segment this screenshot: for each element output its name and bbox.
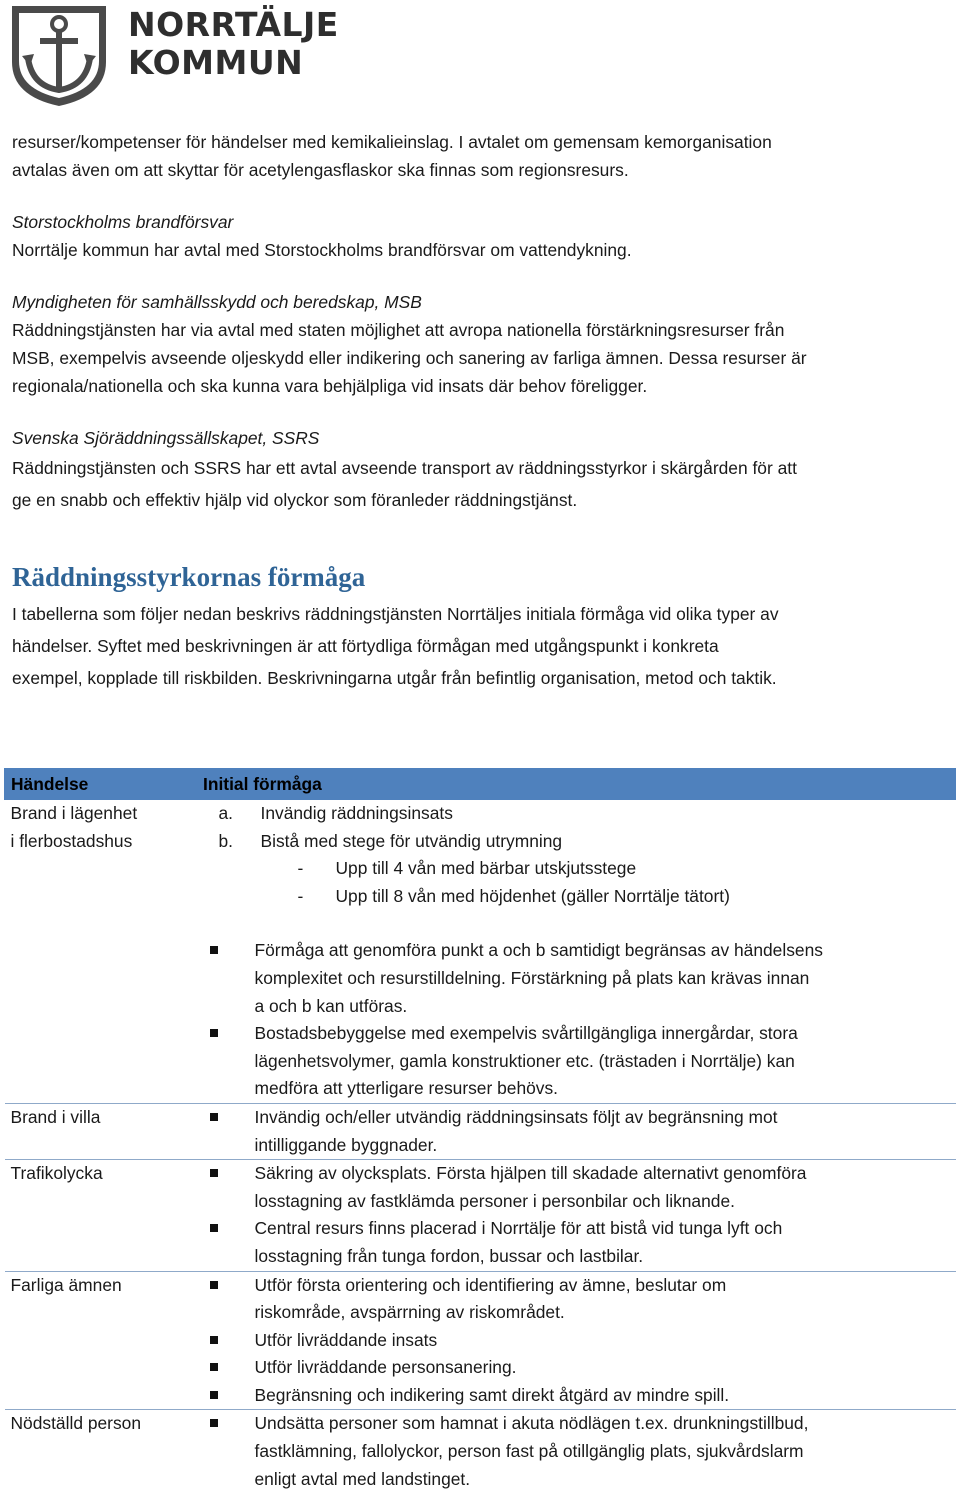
section-heading: Svenska Sjöräddningssällskapet, SSRS [12, 428, 320, 448]
event-label: i flerbostadshus [10, 830, 133, 851]
dash-marker: - [297, 858, 304, 879]
square-bullet-icon [203, 1272, 225, 1327]
capability-heading: Räddningsstyrkornas förmåga [12, 562, 366, 592]
bullet-line: komplexitet och resurstilldelning. Förstärkning på plats kan krävas innan [254, 967, 810, 988]
section-heading: Storstockholms brandförsvar [12, 212, 234, 232]
anchor-crest-icon [10, 4, 108, 108]
capability-line: händelser. Syftet med beskrivningen är att förtydliga förmågan med utgångspunkt i konkreta [12, 636, 719, 656]
capability-line: I tabellerna som följer nedan beskrivs räddningstjänsten Norrtäljes initiala förmåga vid olika typer av [12, 604, 779, 624]
bullet-item [203, 1215, 950, 1270]
bullet-line: medföra att ytterligare resurser behövs. [254, 1078, 559, 1099]
bullet-line: Bostadsbebyggelse med exempelvis svårtillgängliga innergårdar, stora [254, 1023, 798, 1044]
capability-cell [179, 1160, 956, 1271]
table-header-row [5, 769, 956, 800]
square-bullet-icon [203, 1020, 225, 1103]
section-heading: Myndigheten för samhällsskydd och beredskap, MSB [12, 292, 422, 312]
square-bullet-icon [203, 1382, 225, 1410]
square-bullet-icon [203, 1354, 225, 1382]
event-cell: Nödställd person [5, 1410, 179, 1493]
capability-paragraph [12, 598, 952, 694]
list-item [203, 828, 950, 856]
list-item [203, 800, 950, 828]
square-bullet-icon [203, 1410, 225, 1493]
list-text: Bistå med stege för utvändig utrymning [260, 830, 563, 851]
square-bullet-icon [203, 1104, 225, 1159]
bullet-item [203, 1410, 950, 1493]
list-marker: b. [218, 830, 234, 851]
bullet-line: Undsätta personer som hamnat i akuta nödlägen t.ex. drunkningstillbud, [254, 1413, 809, 1434]
table-row-person-in-distress [5, 1410, 956, 1493]
event-cell [5, 800, 179, 1104]
dash-marker: - [297, 885, 304, 906]
bullet-line: Begränsning och indikering samt direkt åtgärd av mindre spill. [254, 1384, 730, 1405]
bullet-item [203, 937, 950, 1020]
bullet-line: Utför livräddande personsanering. [254, 1357, 517, 1378]
square-bullet-icon [203, 1160, 225, 1215]
bullet-item [203, 1354, 950, 1382]
column-header-event: Händelse [5, 769, 179, 800]
table-row-apartment-fire [5, 800, 956, 1104]
bullet-line: a och b kan utföras. [254, 995, 408, 1016]
event-label: Brand i lägenhet [10, 803, 138, 823]
logo-wordmark [128, 6, 339, 82]
intro-line: avtalas även om att skyttar för acetylengasflaskor ska finnas som regionsresurs. [12, 160, 629, 180]
table-row-hazardous-materials [5, 1271, 956, 1410]
bullet-line: losstagning av fastklämda personer i personbilar och liknande. [254, 1190, 735, 1211]
capability-cell [179, 1410, 956, 1493]
bullet-line: riskområde, avspärrning av riskområdet. [254, 1302, 565, 1323]
section-line: regionala/nationella och ska kunna vara behjälpliga vid insats där behov föreligger. [12, 376, 648, 396]
bullet-line: fastklämning, fallolyckor, person fast på otillgänglig plats, sjukvårdslarm [254, 1441, 804, 1462]
bullet-line: Säkring av olycksplats. Första hjälpen till skadade alternativt genomföra [254, 1163, 807, 1184]
section-msb [12, 288, 952, 400]
bullet-item [203, 1327, 950, 1355]
capability-line: exempel, kopplade till riskbilden. Beskrivningarna utgår från befintlig organisation, metod och taktik. [12, 668, 777, 688]
bullet-line: lägenhetsvolymer, gamla konstruktioner etc. (trästaden i Norrtälje) kan [254, 1050, 795, 1071]
bullet-item [203, 1160, 950, 1215]
section-line: MSB, exempelvis avseende oljeskydd eller indikering och sanering av farliga ämnen. Dessa resurser är [12, 348, 807, 368]
square-bullet-icon [203, 937, 225, 1020]
bullet-line: Central resurs finns placerad i Norrtälje för att bistå vid tunga lyft och [254, 1218, 783, 1239]
bullet-line: Förmåga att genomföra punkt a och b samtidigt begränsas av händelsens [254, 940, 823, 961]
logo-line-1: NORRTÄLJE [128, 5, 339, 44]
bullet-line: losstagning från tunga fordon, bussar och lastbilar. [254, 1245, 644, 1266]
capability-table [4, 768, 956, 1493]
table-row-villa-fire [5, 1103, 956, 1159]
square-bullet-icon [203, 1327, 225, 1355]
bullet-line: Utför livräddande insats [254, 1329, 438, 1350]
bullet-item [203, 1382, 950, 1410]
table-row-traffic-accident [5, 1160, 956, 1271]
event-cell: Brand i villa [5, 1103, 179, 1159]
bullet-item [203, 1020, 950, 1103]
intro-paragraph [12, 128, 952, 184]
sub-list-item [203, 855, 950, 883]
bullet-item [203, 1104, 950, 1159]
bullet-line: enligt avtal med landstinget. [254, 1468, 471, 1489]
event-cell: Farliga ämnen [5, 1271, 179, 1410]
capability-cell [179, 800, 956, 1104]
bullet-line: Invändig och/eller utvändig räddningsinsats följt av begränsning mot [254, 1106, 778, 1127]
document-body [12, 128, 952, 694]
bullet-line: Utför första orientering och identifiering av ämne, beslutar om [254, 1274, 727, 1295]
capability-cell [179, 1103, 956, 1159]
section-storstockholm [12, 208, 952, 264]
logo-line-2: KOMMUN [128, 43, 304, 82]
sub-list-text: Upp till 8 vån med höjdenhet (gäller Norrtälje tätort) [335, 885, 730, 906]
bullet-line: intilliggande byggnader. [254, 1134, 438, 1155]
sub-list-text: Upp till 4 vån med bärbar utskjutsstege [335, 858, 637, 879]
list-text: Invändig räddningsinsats [260, 803, 453, 823]
section-line: Norrtälje kommun har avtal med Storstockholms brandförsvar om vattendykning. [12, 240, 632, 260]
section-line: Räddningstjänsten och SSRS har ett avtal avseende transport av räddningsstyrkor i skärgården för att [12, 458, 797, 478]
section-line: ge en snabb och effektiv hjälp vid olyckor som föranleder räddningstjänst. [12, 490, 578, 510]
bullet-item [203, 1272, 950, 1327]
municipality-logo [10, 4, 339, 108]
sub-list-item [203, 883, 950, 911]
capability-cell [179, 1271, 956, 1410]
list-marker: a. [218, 803, 234, 823]
square-bullet-icon [203, 1215, 225, 1270]
section-ssrs [12, 424, 952, 516]
column-header-capability: Initial förmåga [179, 769, 956, 800]
section-line: Räddningstjänsten har via avtal med staten möjlighet att avropa nationella förstärkningsresurser från [12, 320, 785, 340]
event-cell: Trafikolycka [5, 1160, 179, 1271]
intro-line: resurser/kompetenser för händelser med kemikalieinslag. I avtalet om gemensam kemorganisation [12, 132, 772, 152]
